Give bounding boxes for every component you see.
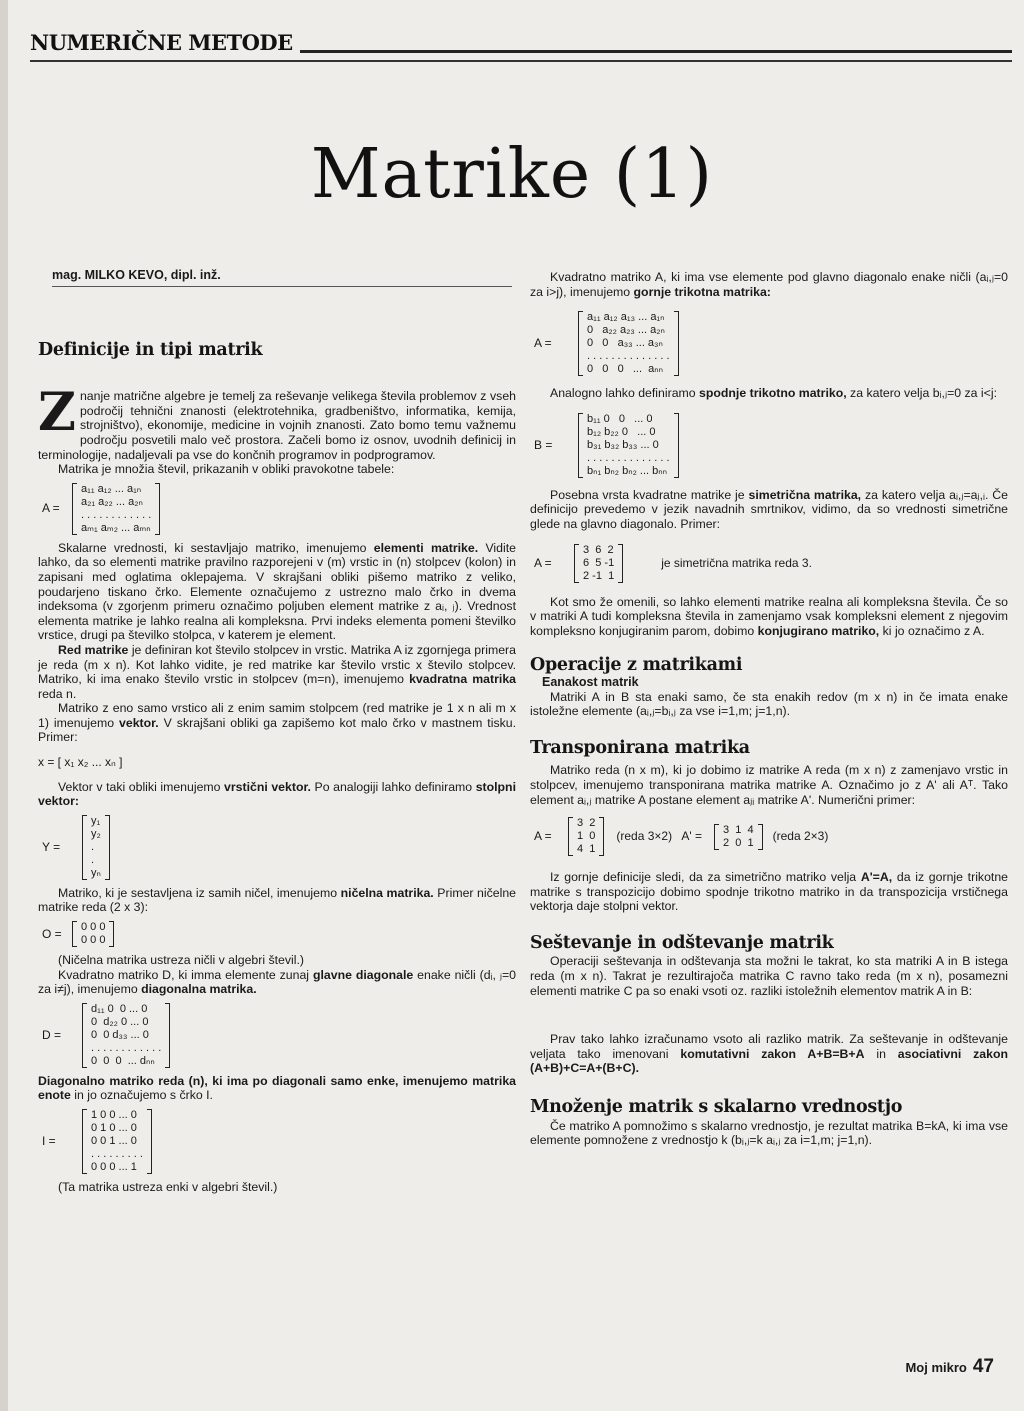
- matrix-row: 0 0 d₃₃ ... 0: [91, 1028, 149, 1041]
- term: spodnje trikotno matriko,: [699, 386, 847, 401]
- matrix-row: . . . . . . . . . . . .: [91, 1041, 162, 1054]
- matrix-row: yₙ: [91, 866, 101, 879]
- text: Skalarne vrednosti, ki sestavljajo matriko, imenujemo: [58, 540, 367, 555]
- section-heading: Definicije in tipi matrik: [38, 339, 263, 360]
- magazine-name: Moj mikro: [905, 1360, 967, 1375]
- paragraph: (Ničelna matrika ustreza ničli v algebri števil.): [58, 953, 305, 968]
- matrix-body: [578, 311, 679, 376]
- intro-paragraph: [38, 382, 516, 462]
- paragraph: [530, 870, 1008, 914]
- right-column: [530, 270, 1008, 1148]
- matrix-row: b₁₂ b₂₂ 0 ... 0: [587, 425, 656, 438]
- matrix-label: A =: [534, 829, 552, 844]
- term: Red matrike: [58, 642, 129, 657]
- text: Po analogiji lahko definiramo: [314, 779, 473, 794]
- matrix-body: [82, 1109, 152, 1174]
- matrix-row: 6 5 -1: [583, 556, 615, 569]
- term: asociativni zakon (A+B)+C=A+(B+C).: [530, 1046, 1009, 1076]
- matrix-transpose-example: [530, 817, 1008, 856]
- text: V skrajšani obliki ga zapišemo kot malo črko v mastnem tisku. Primer:: [38, 715, 517, 745]
- matrix-row: a₂₁ a₂₂ ... a₂ₙ: [81, 495, 143, 508]
- matrix-row: 0 0 1 ... 0: [91, 1135, 137, 1147]
- matrix-row: b₃₁ b₃₂ b₃₃ ... 0: [587, 438, 659, 451]
- matrix-label: A =: [42, 501, 60, 516]
- matrix-d: [38, 1003, 516, 1068]
- matrix-body: [72, 921, 114, 947]
- term: Diagonalno matriko reda (n), ki ima po diagonali samo enke, imenujemo matrika enote: [38, 1073, 516, 1103]
- section-heading: Operacije z matrikami: [530, 655, 743, 676]
- text: Posebna vrsta kvadratne matrike je: [550, 487, 745, 502]
- text: da iz gornje trikotne matrike s transpozicijo dobimo spodnje trikotno matriko in da transpozicija vrstičnega vektorja daje stolpni vektor.: [530, 870, 1009, 914]
- matrix-row: 0 a₂₂ a₂₃ ... a₂ₙ: [587, 324, 665, 337]
- matrix-row: 1 0 0 ... 0: [91, 1109, 137, 1121]
- matrix-body: [578, 413, 679, 478]
- matrix-label: A =: [534, 555, 552, 570]
- paragraph: Matriko reda (n x m), ki jo dobimo iz matrike A reda (m x n) z zamenjavo vrstic in stolpcev, imenujemo transponirana matrika matrike A. Označimo jo z A' ali Aᵀ. Tako element aᵢ,ⱼ matrike A postane element aⱼᵢ matrike A'. Numerični primer:: [530, 763, 1008, 807]
- term: A'=A,: [860, 870, 893, 885]
- matrix-note: je simetrična matrika reda 3.: [661, 555, 812, 570]
- matrix-row: . . . . . . . . .: [91, 1148, 143, 1160]
- paragraph: [530, 386, 1008, 401]
- matrix-row: a₁₁ a₁₂ a₁₃ ... a₁ₙ: [587, 311, 665, 324]
- matrix-row: 3 2: [577, 817, 596, 830]
- header-rule: [30, 60, 1012, 62]
- paragraph: [38, 968, 516, 997]
- matrix-body: [82, 815, 110, 880]
- paragraph: [38, 541, 516, 643]
- section-heading: Seštevanje in odštevanje matrik: [530, 932, 834, 953]
- paragraph: [38, 886, 516, 915]
- paragraph-text: nanje matrične algebre je temelj za reševanje velikega števila problemov z vseh področij tehnični znanosti (elektrotehnika, gradbeništvo, informatika, kemija, strojništvo), ekonomije, medicine in vojnih znanosti. Zato bomo temu važnemu področju posvetili malo več prostora. Začeli bomo iz osnov, uvodnih definicij in terminologije, nadaljevali pa vse do končnih programov in podprogramov.: [38, 389, 516, 462]
- matrix-row: 0 0 0: [81, 921, 106, 934]
- paragraph: Operaciji seštevanja in odštevanja sta možni le takrat, ko sta matriki A in B istega reda (m x n). Takrat je rezultirajoča matrika C ravno tako reda (m x n), posamezni elementi matrike C pa so enaki vsoti oz. razliki istoležnih elementov matrik A in B:: [530, 954, 1008, 998]
- left-column: [38, 268, 516, 1195]
- matrix-label: I =: [42, 1134, 56, 1148]
- section-heading: Transponirana matrika: [530, 737, 750, 758]
- term: komutativni zakon A+B=B+A: [680, 1046, 865, 1061]
- text: enake ničli (dᵢ, ⱼ=0 za i≠j), imenujemo: [38, 967, 517, 997]
- paragraph: [38, 643, 516, 701]
- matrix-symmetric: [530, 544, 1008, 583]
- matrix-row: 2 0 1: [723, 836, 754, 849]
- paragraph: [38, 780, 516, 809]
- paragraph: [530, 595, 1008, 639]
- matrix-lower-triangular: [530, 413, 1008, 478]
- matrix-row: 0 0 0: [81, 934, 106, 947]
- header-rule: [300, 50, 1012, 53]
- paragraph: [530, 270, 1008, 299]
- term: kvadratna matrika: [409, 672, 516, 687]
- term: simetrična matrika,: [748, 487, 862, 502]
- text: Iz gornje definicije sledi, da za simetrično matriko velja: [550, 870, 857, 885]
- matrix-row: 0 0 0 ... 1: [91, 1161, 137, 1173]
- matrix-row: . . . . . . . . . . . . . .: [587, 350, 670, 363]
- paragraph: [38, 701, 516, 745]
- matrix-body: [574, 544, 623, 583]
- matrix-row: y₁: [91, 814, 101, 827]
- matrix-label: B =: [534, 437, 553, 452]
- paragraph: [530, 488, 1008, 532]
- matrix-body: [714, 824, 763, 850]
- matrix-row: aₘ₁ aₘ₂ ... aₘₙ: [81, 521, 151, 534]
- matrix-row: 0 0 a₃₃ ... a₃ₙ: [587, 337, 663, 350]
- paragraph: [530, 1032, 1008, 1076]
- drop-cap: Z: [38, 382, 76, 444]
- text: Kvadratno matriko A, ki ima vse elemente pod glavno diagonalo enake ničli (aᵢ,ⱼ=0 za i>j), imenujemo: [530, 270, 1008, 299]
- text: je definiran kot število stolpcev in vrstic. Matrika A iz zgornjega primera je reda (m x n). Kot lahko vidite, je red matrike kar število vrstic x število stolpcev. Matriko, ki ima enako število vrstic in stolpcev (m=n), imenujemo: [38, 642, 516, 687]
- term: glavne diagonale: [312, 967, 414, 982]
- article-title: Matrike (1): [310, 135, 714, 214]
- matrix-row: 0 d₂₂ 0 ... 0: [91, 1015, 149, 1028]
- matrix-body: [568, 817, 604, 856]
- matrix-i: [38, 1109, 516, 1174]
- matrix-row: d₁₁ 0 0 ... 0: [91, 1002, 148, 1015]
- paragraph: Če matriko A pomnožimo s skalarno vrednostjo, je rezultat matrika B=kA, ki ima vse elemente pomnožene z vrednostjo k (bᵢ,ⱼ=k aᵢ,ⱼ za i=1,m; j=1,n).: [530, 1118, 1008, 1148]
- page-footer: [905, 1356, 994, 1378]
- matrix-label: Y =: [42, 839, 61, 854]
- text: Vektor v taki obliki imenujemo: [58, 779, 221, 794]
- term: konjugirano matriko,: [757, 623, 880, 638]
- text: za katero velja aᵢ,ⱼ=aⱼ,ᵢ. Če definicijo prevedemo v jezik navadnih smrtnikov, vidimo, da so vrednosti simetrične glede na glavno diagonalo. Primer:: [530, 487, 1008, 531]
- matrix-row: 2 -1 1: [583, 569, 615, 582]
- matrix-o: [38, 921, 516, 947]
- matrix-label: O =: [42, 926, 62, 941]
- paragraph: Matriki A in B sta enaki samo, če sta enakih redov (m x n) in če imata enake istoležne elemente (aᵢ,ⱼ=bᵢ,ⱼ za vse i=1,m; j=1,n).: [530, 689, 1008, 719]
- text: Analogno lahko definiramo: [550, 386, 696, 401]
- paragraph: [38, 1074, 516, 1103]
- section-heading: Množenje matrik s skalarno vrednostjo: [530, 1097, 903, 1118]
- term: stolpni vektor:: [38, 779, 516, 809]
- matrix-row: y₂: [91, 827, 101, 840]
- text: Prav tako lahko izračunamo vsoto ali razliko matrik. Za seštevanje in odštevanje veljata tako imenovani: [530, 1032, 1008, 1061]
- matrix-row: . . . . . . . . . . . .: [81, 508, 152, 521]
- author-line: mag. MILKO KEVO, dipl. inž.: [52, 268, 512, 287]
- matrix-body: [82, 1003, 170, 1068]
- text: Kvadratno matriko D, ki imma elemente zunaj: [58, 967, 310, 982]
- term: elementi matrike.: [373, 540, 479, 555]
- term: ničelna matrika.: [340, 885, 434, 900]
- matrix-row: 0 1 0 ... 0: [91, 1122, 137, 1134]
- paragraph: (Ta matrika ustreza enki v algebri števil.): [58, 1180, 278, 1194]
- matrix-a: [38, 483, 516, 535]
- text: reda n.: [38, 686, 77, 701]
- text: Matriko, ki je sestavljena iz samih ničel, imenujemo: [58, 885, 338, 900]
- matrix-row: .: [91, 840, 95, 853]
- term: vektor.: [119, 715, 159, 730]
- matrix-row: .: [91, 853, 95, 866]
- matrix-body: [72, 483, 160, 535]
- matrix-row: a₁₁ a₁₂ ... a₁ₙ: [81, 482, 142, 495]
- matrix-row: 1 0: [577, 830, 596, 843]
- text: ki jo označimo z A.: [882, 623, 985, 638]
- matrix-row: 3 6 2: [583, 543, 614, 556]
- text: Kot smo že omenili, so lahko elementi matrike realna ali kompleksna števila. Če so v matriki A tudi kompleksna števila in zamenjamo vsak kompleksni element z njegovim kompleksno konjugiranim parom, dobimo: [530, 594, 1008, 638]
- matrix-row: 4 1: [577, 843, 596, 856]
- matrix-row: 0 0 0 ... aₙₙ: [587, 363, 664, 376]
- matrix-label: D =: [42, 1027, 62, 1042]
- term: diagonalna matrika.: [141, 982, 257, 997]
- text: in jo označujemo s črko I.: [74, 1088, 213, 1103]
- paragraph: Matrika je množia števil, prikazanih v obliki pravokotne tabele:: [58, 462, 395, 477]
- matrix-row: 0 0 0 ... dₙₙ: [91, 1054, 155, 1067]
- matrix-upper-triangular: [530, 311, 1008, 376]
- text: Matriko z eno samo vrstico ali z enim samim stolpcem (red matrike je 1 x n ali m x 1) imenujemo: [38, 701, 516, 730]
- section-name: NUMERIČNE METODE: [30, 30, 293, 55]
- matrix-row: bₙ₁ bₙ₂ bₙ₂ ... bₙₙ: [587, 464, 668, 477]
- matrix-row: 3 1 4: [723, 823, 754, 836]
- matrix-label: (reda 3×2) A' =: [616, 829, 703, 844]
- text: Vidite lahko, da so elementi matrike pravilno razporejeni v (m) vrstic in (n) stolpcev (kolon) in zapisani med oglatima oklepajema. V skrajšani obliki pišemo matriko z veliko, poudarjeno tiskano črko. Elemente označujemo z ustrezno malo črko in dvema indeksoma (v zgorjenm primeru označimo poljuben element matrike z aᵢ, ⱼ). Vrednost elementa matrike je lahko realna ali kompleksna. Prvi indeks elementa pomeni številko vrstice, drugi pa številko stolpca, v katerem je element.: [38, 540, 516, 643]
- matrix-y: [38, 815, 516, 880]
- text: in: [876, 1046, 886, 1061]
- matrix-row: . . . . . . . . . . . . . .: [587, 451, 670, 464]
- subheading: Eanakost matrik: [542, 674, 639, 689]
- matrix-label: A =: [534, 336, 552, 351]
- text: za katero velja bᵢ,ⱼ=0 za i<j:: [850, 386, 997, 401]
- page-header: [30, 28, 1012, 68]
- term: gornje trikotna matrika:: [633, 284, 771, 299]
- page-number: 47: [972, 1356, 994, 1377]
- term: vrstični vektor.: [224, 779, 311, 794]
- matrix-row: b₁₁ 0 0 ... 0: [587, 412, 653, 425]
- matrix-note: (reda 2×3): [772, 829, 829, 844]
- vector-x: x = [ x₁ x₂ ... xₙ ]: [38, 755, 123, 770]
- text: Primer ničelne matrike reda (2 x 3):: [38, 885, 517, 915]
